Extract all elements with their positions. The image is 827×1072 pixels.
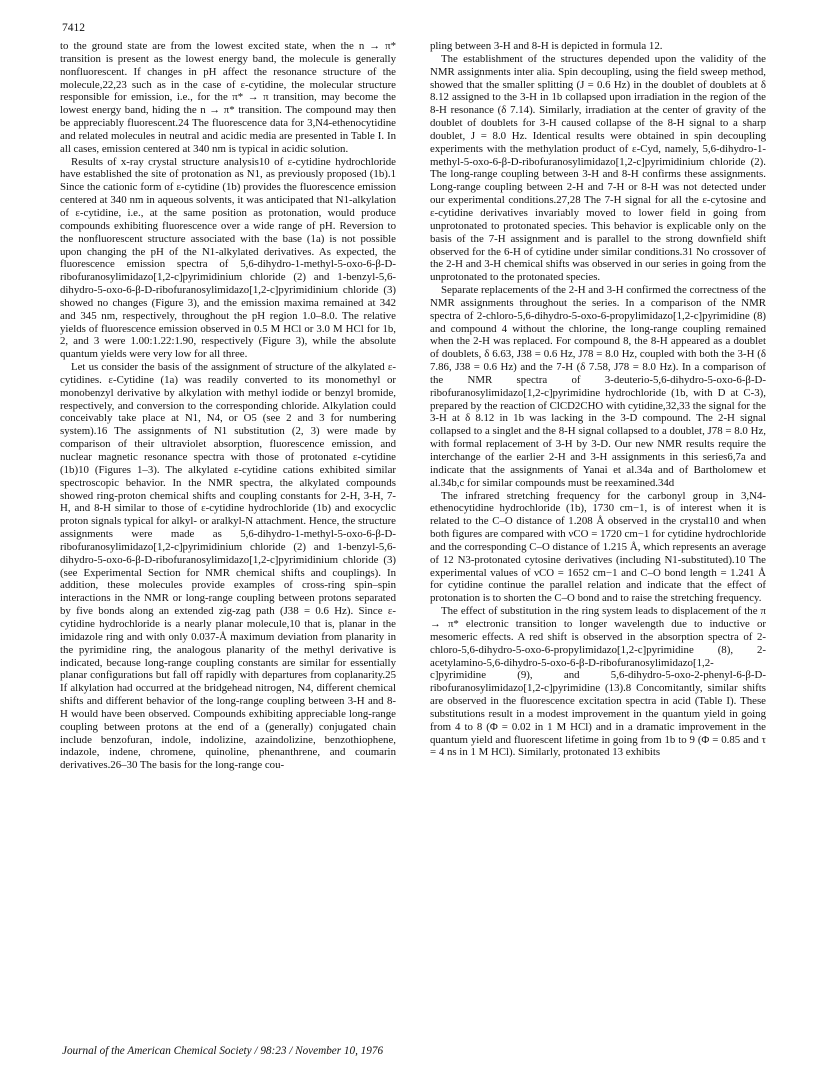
paragraph: to the ground state are from the lowest excited state, when the n → π* transition is present as the lowest energy band, the molecule is generally nonfluorescent. If changes in pH affect the resonance structure of the molecule,22,23 such as in the case of ε-cytidine, the molecular structure responsible for emission, i.e., for the π* → π transition, may become the lowest energy band, hiding the n → π* transition. The compound may then be appreciably fluorescent.24 The fluorescence data for 3,N4-ethenocytidine and related molecules in neutral and acidic media are presented in Table I. In all cases, emission centered at 340 nm is typical in acidic solution. bbox=[60, 40, 396, 155]
paragraph: Separate replacements of the 2-H and 3-H confirmed the correctness of the NMR assignments throughout the series. In a comparison of the NMR spectra of 2-chloro-5,6-dihydro-5-oxo-6-propylimidazo[1,2-c]pyrimidine (8) and compound 4 without the chlorine, the long-range coupling remained when the 2-H was replaced. For compound 8, the 8-H appeared as a doublet of doublets, δ 6.63, J38 = 0.6 Hz, J78 = 8.0 Hz, coupled with both the 3-H (δ 7.86, J38 = 0.6 Hz) and the 7-H (δ 7.58, J78 = 8.0 Hz). In a comparison of the NMR spectra of 3-deuterio-5,6-dihydro-5-oxo-6-β-D-ribofuranosylimidazo[1,2-c]pyrimidine hydrochloride (1b, with D at C-3), prepared by the reaction of ClCD2CHO with cytidine,32,33 the signal for the 3-H at δ 8.12 in 1b was lacking in the 3-D compound. The 2-H signal collapsed to a singlet and the 8-H signal collapsed to a doublet, J78 = 8.0 Hz, with formal replacement of 3-H by 3-D. Our new NMR results require the interchange of the earlier 2-H and 3-H assignments in this series6,7a and indicate that the assignments of Yanai et al.34a and of Bartholomew et al.34b,c for similar compounds must be reexamined.34d bbox=[430, 284, 766, 489]
paragraph: The effect of substitution in the ring system leads to displacement of the π → π* electronic transition to longer wavelength due to inductive or mesomeric effects. A red shift is observed in the absorption spectra of 2-chloro-5,6-dihydro-5-oxo-6-propylimidazo[1,2-c]pyrimidine (8), 2-acetylamino-5,6-dihydro-5-oxo-6-β-D-ribofuranosylimidazo[1,2-c]pyrimidine (9), and 5,6-dihydro-5-oxo-2-phenyl-6-β-D-ribofuranosylimidazo[1,2-c]pyrimidine (13).8 Concomitantly, similar shifts are observed in the fluorescence excitation spectra in acid (Table I). These substitutions result in a modest improvement in the quantum yield in going from 4 to 8 (Φ = 0.02 in 1 M HCl) and in a dramatic improvement in the quantum yield and fluorescent lifetime in going from 1b to 9 (Φ = 0.85 and τ = 4 ns in 1 M HCl). Similarly, protonated 13 exhibits bbox=[430, 605, 766, 759]
paragraph: pling between 3-H and 8-H is depicted in formula 12. bbox=[430, 40, 663, 52]
paragraph: Results of x-ray crystal structure analysis10 of ε-cytidine hydrochloride have established the site of protonation as N1, as previously proposed (1b).1 Since the cationic form of ε-cytidine (1b) provides the fluorescence emission centered at 340 nm in aqueous solvents, it was anticipated that N1-alkylation of ε-cytidine, i.e., at the same position as protonation, would produce compounds exhibiting fluorescence over a wide range of pH. Reversion to the nonfluorescent structure associated with the base (1a) is not possible upon changing the pH of the N1-alkylated derivatives. As expected, the fluorescence emission spectra of 5,6-dihydro-1-methyl-5-oxo-6-β-D-ribofuranosylimidazo[1,2-c]pyrimidinium chloride (2) and 1-benzyl-5,6-dihydro-5-oxo-6-β-D-ribofuranosylimidazo[1,2-c]pyrimidinium chloride (3) showed no changes (Figure 3), and the emission maxima remained at 342 and 345 nm, respectively, throughout the pH region 1.0–8.0. The relative yields of fluorescence emission observed in 0.5 M HCl or 3.0 M HCl for 1b, 2, and 3 were 1.00:1.22:1.90, respectively (Figure 3), while the absolute quantum yields were very low for all three. bbox=[60, 155, 396, 361]
page-number: 7412 bbox=[62, 22, 85, 34]
paragraph: Let us consider the basis of the assignment of structure of the alkylated ε-cytidines. ε-Cytidine (1a) was readily converted to its monomethyl or monobenzyl derivative by alkylation with methyl iodide or benzyl bromide, respectively, and conversion to the corresponding chloride. Alkylation could conceivably take place at N1, N4, or O5 (see 2 and 3 for numbering system).16 The assignments of N1 substitution (2, 3) were made by comparison of their ultraviolet absorption, fluorescence emission, and nuclear magnetic resonance spectra with those of protonated ε-cytidine (1b)10 (Figures 1–3). The alkylated ε-cytidine cations exhibited similar spectroscopic behavior. In the NMR spectra, the alkylated compounds showed ring-proton chemical shifts and coupling constants for 2-H, 3-H, 7-H, and 8-H similar to those of ε-cytidine hydrochloride (1b) and exocyclic proton signals typical for alkyl- or aralkyl-N attachment. Hence, the structure assignments were made as 5,6-dihydro-1-methyl-5-oxo-6-β-D-ribofuranosylimidazo[1,2-c]pyrimidinium chloride (2) and 1-benzyl-5,6-dihydro-5-oxo-6-β-D-ribofuranosylimidazo[1,2-c]pyrimidinium chloride (3) (see Experimental Section for NMR chemical shifts and couplings). In addition, these molecules provide examples of cross-ring spin–spin interactions in the NMR or long-range coupling between protons separated by five bonds along an extended zig-zag path (J38 = 0.6 Hz). Since ε-cytidine hydrochloride is a nearly planar molecule,10 that is, planar in the imidazole ring and with only 0.037-Å maximum deviation from planarity in the pyrimidine ring, the analogous planarity of the methyl derivative is indicated, because long-range coupling constants are similar for essentially planar configurations but fall off rapidly with departures from coplanarity.25 If alkylation had occurred at the bridgehead nitrogen, N4, different chemical shifts and different behavior of the long-range coupling between 3-H and 8-H would have been observed. Compounds exhibiting appreciable long-range coupling between protons at the end of a (generally) conjugated chain include benzofuran, indole, indolizine, azaindolizine, benzothiophene, indazole, indene, chromene, quinoline, phenanthrene, and coumarin derivatives.26–30 The basis for the long-range cou- bbox=[60, 361, 396, 772]
left-column bbox=[60, 40, 396, 772]
right-column bbox=[430, 40, 766, 759]
journal-footer: Journal of the American Chemical Society / 98:23 / November 10, 1976 bbox=[62, 1045, 384, 1057]
paragraph: The infrared stretching frequency for the carbonyl group in 3,N4-ethenocytidine hydrochloride (1b), 1730 cm−1, is of interest when it is related to the C–O distance of 1.208 Å observed in the crystal10 and when both figures are compared with νCO = 1720 cm−1 for cytidine hydrochloride and the corresponding C–O distance of 1.215 Å, which represents an average of 12 N3-protonated cytosine derivatives (including N1-substituted).10 The experimental values of νCO = 1652 cm−1 and C–O bond length = 1.241 Å for cytidine continue the parallel relation and indicate that the effect of protonation is to shorten the C–O bond and to raise the stretching frequency. bbox=[430, 489, 766, 605]
paragraph: The establishment of the structures depended upon the validity of the NMR assignments inter alia. Spin decoupling, using the field sweep method, showed that the smaller splitting (J = 0.6 Hz) in the doublet of doublets at δ 8.12 assigned to the 3-H in 1b collapsed upon irradiation in the region of the 8-H resonance (δ 7.14). Similarly, irradiation at the center of gravity of the doublet of doublets for 3-H caused collapse of the 8-H signal to a sharp doublet, J = 8.0 Hz. Identical results were obtained in spin decoupling experiments with the methylation product of ε-Cyd, namely, 5,6-dihydro-1-methyl-5-oxo-6-β-D-ribofuranosylimidazo[1,2-c]pyrimidinium chloride (2). The long-range coupling between 3-H and 8-H confirms these assignments. Long-range coupling between 2-H and 7-H or 8-H was not detected under our experimental conditions.27,28 The 7-H signal for all the ε-cytosine and ε-cytidine derivatives invariably moved to lower field in going from unprotonated to protonated species. This behavior is explicable only on the basis of the 7-H assignment and is parallel to the strong downfield shift observed for the 6-H of cytidine under similar conditions.31 No crossover of the 2-H and 3-H chemical shifts was observed in our series in going from the unprotonated to the protonated species. bbox=[430, 52, 766, 284]
